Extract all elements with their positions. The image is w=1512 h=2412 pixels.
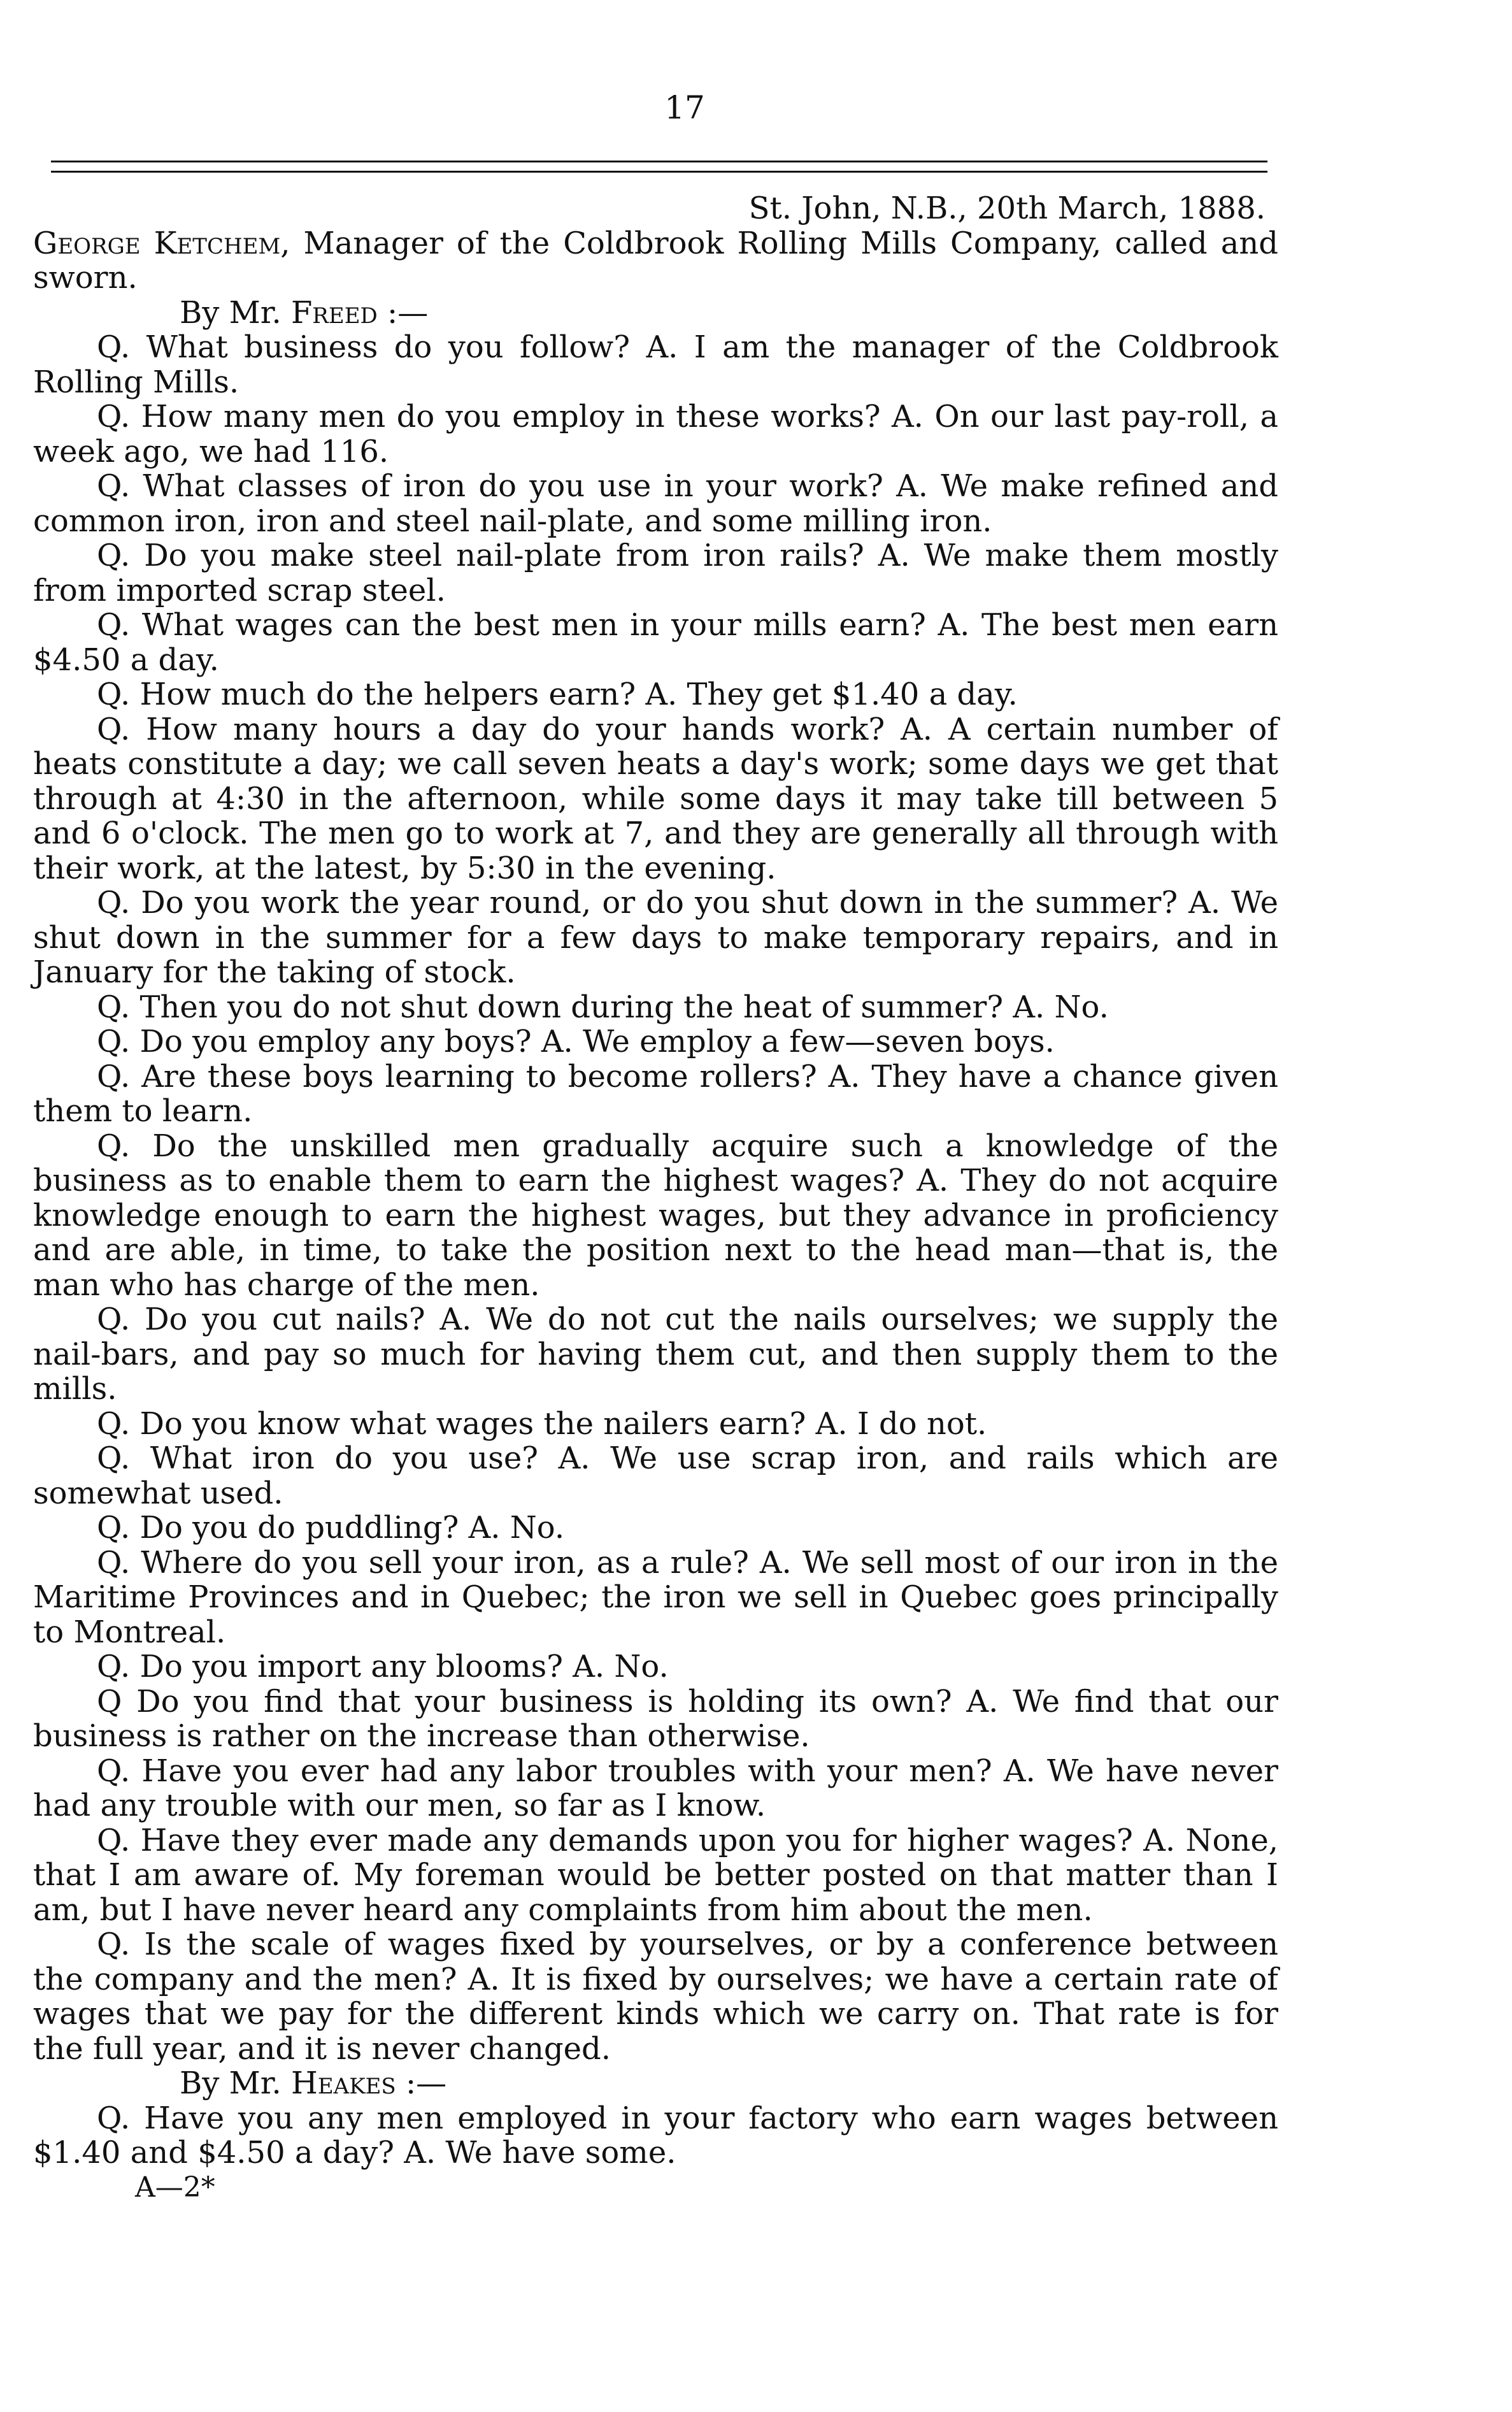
qa-entry: Q. Where do you sell your iron, as a rule? A. We sell most of our iron in the Maritime Provinces and in Quebec; the iron we sell in Quebec goes principally to Montreal. [33, 1544, 1278, 1650]
dateline: St. John, N.B., 20th March, 1888. [748, 190, 1266, 226]
qa-entry: Q. What iron do you use? A. We use scrap iron, and rails which are somewhat used. [33, 1440, 1278, 1511]
qa-entry: Q. Do the unskilled men gradually acquire such a knowledge of the business as to enable them to earn the highest wages? A. They do not acquire knowledge enough to earn the highest wages, but they advance in proficiency and are able, in time, to take the position next to the head man—that is, the man who has charge of the men. [33, 1128, 1278, 1303]
qa-entry: Q. Do you make steel nail-plate from iron rails? A. We make them mostly from imported scrap steel. [33, 538, 1278, 608]
qa-entry: Q. How many men do you employ in these works? A. On our last pay-roll, a week ago, we had 116. [33, 399, 1278, 470]
witness-intro [33, 226, 1278, 296]
qa-entry: Q. Have they ever made any demands upon you for higher wages? A. None, that I am aware of. My foreman would be better posted on that matter than I am, but I have never heard any complaints from him about the men. [33, 1822, 1278, 1928]
witness-description: , Manager of the Coldbrook Rolling Mills Company, called and sworn. [33, 225, 1279, 296]
examiner-heading-heakes: By Mr. Heakes :— [180, 2065, 447, 2101]
qa-entry: Q. What wages can the best men in your mills earn? A. The best men earn $4.50 a day. [33, 607, 1278, 678]
header-rule-top [51, 161, 1267, 162]
signature-mark: A—2* [135, 2171, 215, 2204]
qa-entry: Q. Do you do puddling? A. No. [97, 1510, 565, 1546]
document-body [33, 191, 1278, 2205]
witness-name: George Ketchem [33, 225, 281, 261]
qa-entry: Q. Have you ever had any labor troubles with your men? A. We have never had any trouble with our men, so far as I know. [33, 1753, 1278, 1823]
qa-entry: Q. Do you work the year round, or do you shut down in the summer? A. We shut down in the summer for a few days to make temporary repairs, and in January for the taking of stock. [33, 885, 1278, 990]
examiner-name: Heakes [290, 2065, 396, 2101]
qa-entry: Q. Do you employ any boys? A. We employ a few—seven boys. [97, 1024, 1055, 1059]
qa-entry: Q. Do you know what wages the nailers earn? A. I do not. [97, 1405, 987, 1442]
header-rule-bottom [51, 171, 1267, 173]
qa-entry: Q. How much do the helpers earn? A. They get $1.40 a day. [97, 677, 1018, 712]
qa-entry: Q. Is the scale of wages fixed by yourselves, or by a conference between the company and the men? A. It is fixed by ourselves; we have a certain rate of wages that we pay for the different kinds which we carry on. That rate is for the full year, and it is never changed. [33, 1927, 1278, 2067]
qa-entry: Q. Have you any men employed in your factory who earn wages between $1.40 and $4.50 a day? A. We have some. [33, 2100, 1278, 2171]
examiner-heading-freed: By Mr. Freed :— [180, 294, 429, 331]
qa-entry: Q. How many hours a day do your hands work? A. A certain number of heats constitute a day; we call seven heats a day's work; some days we get that through at 4:30 in the afternoon, while some days it may take till between 5 and 6 o'clock. The men go to work at 7, and they are generally all through with their work, at the latest, by 5:30 in the evening. [33, 711, 1278, 886]
qa-entry: Q Do you find that your business is holding its own? A. We find that our business is rather on the increase than otherwise. [33, 1683, 1278, 1754]
page-number: 17 [664, 89, 705, 126]
examiner-name: Freed [290, 294, 378, 331]
qa-entry: Q. What classes of iron do you use in your work? A. We make refined and common iron, iron and steel nail-plate, and some milling iron. [33, 468, 1278, 539]
qa-entry: Q. Then you do not shut down during the heat of summer? A. No. [97, 989, 1109, 1025]
qa-entry: Q. Do you cut nails? A. We do not cut the nails ourselves; we supply the nail-bars, and pay so much for having them cut, and then supply them to the mills. [33, 1302, 1278, 1407]
qa-entry: Q. Do you import any blooms? A. No. [97, 1649, 669, 1684]
qa-entry: Q. Are these boys learning to become rollers? A. They have a chance given them to learn. [33, 1058, 1278, 1129]
qa-entry: Q. What business do you follow? A. I am the manager of the Coldbrook Rolling Mills. [33, 329, 1278, 400]
